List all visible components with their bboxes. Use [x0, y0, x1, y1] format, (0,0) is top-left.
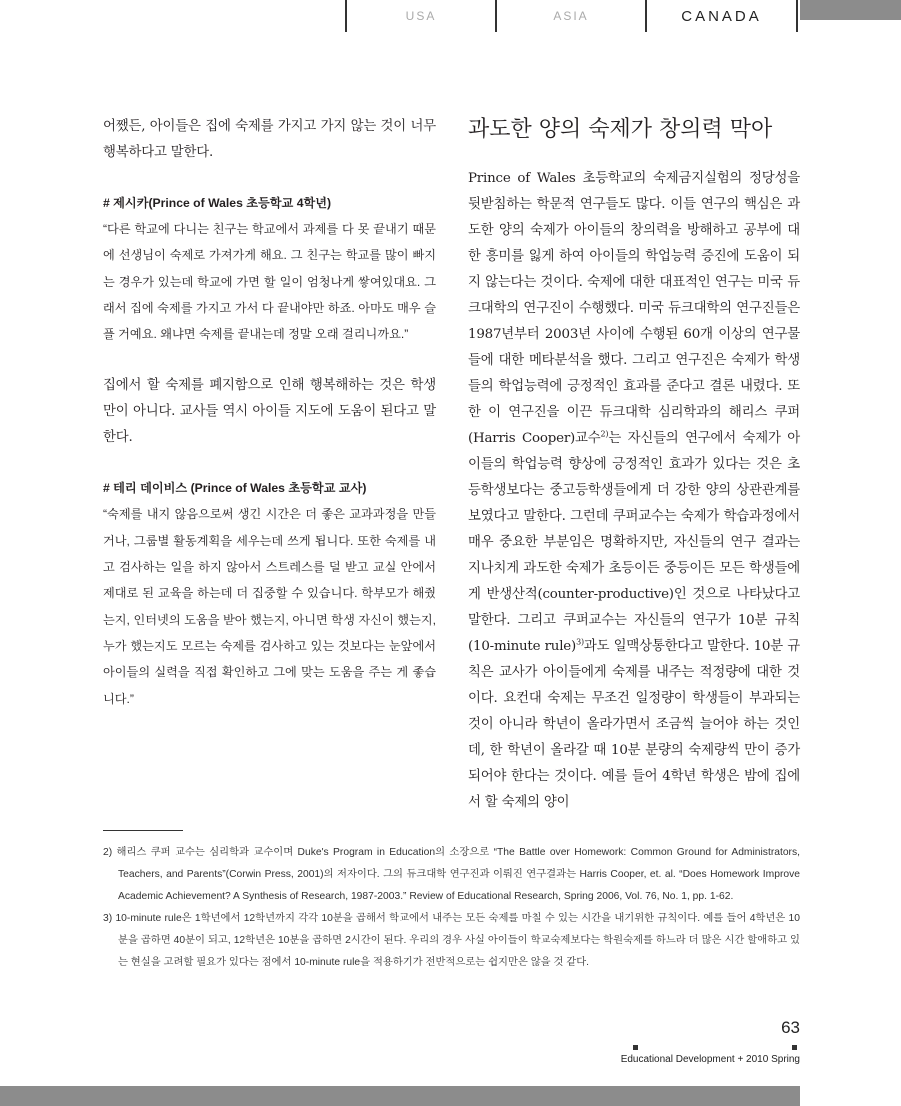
left-paragraph-2: 집에서 할 숙제를 폐지함으로 인해 행복해하는 것은 학생만이 아니다. 교사들 역시 아이들 지도에 도움이 된다고 말한다.: [103, 378, 436, 446]
footnote-ref-2[interactable]: 2): [600, 429, 609, 439]
right-column: [468, 114, 800, 816]
section-title: 과도한 양의 숙제가 창의력 막아: [468, 117, 773, 142]
footer-marker-right: [792, 1045, 797, 1050]
interview-quote-jessica: “다른 학교에 다니는 친구는 학교에서 과제를 다 못 끝내기 때문에 선생님이 숙제로 가져가게 해요. 그 친구는 학교를 많이 빠지는 경우가 있는데 학교에 가면 할 일이 엄청나게 쌓여있대요. 그래서 집에 숙제를 가지고 가서 다 끝내야만 하죠. 아마도 매우 슬플 거예요. 왜냐면 숙제를 끝내는데 정말 오래 걸리니까요.”: [103, 222, 436, 342]
left-paragraph-1: 어쨌든, 아이들은 집에 숙제를 가지고 가지 않는 것이 너무 행복하다고 말한다.: [103, 119, 436, 160]
interview-heading-jessica: # 제시카(Prince of Wales 초등학교 4학년): [103, 196, 332, 210]
footnote-2: 2) 해리스 쿠퍼 교수는 심리학과 교수이며 Duke's Program in Education의 소장으로 “The Battle over Homework: Common Ground for Administrators, Teachers, and Parents”(Corwin Press, 2001)의 저자이다. 그의 듀크대학 연구진과 이뤄진 연구결과는 Harris Cooper, et. al. “Does Homework Improve Academic Achievement? A Synthesis of Research, 1987-2003.” Review of Educational Research, Spring 2006, Vol. 76, No. 1, pp. 1-62.: [103, 847, 800, 902]
bottom-decoration-bar: [0, 1086, 800, 1106]
footnotes: [103, 842, 800, 974]
footnote-ref-3[interactable]: 3): [576, 637, 584, 647]
interview-quote-terry: “숙제를 내지 않음으로써 생긴 시간은 더 좋은 교과과정을 만들거나, 그룹별 활동계획을 세우는데 쓰게 됩니다. 또한 숙제를 내고 검사하는 일을 하지 않아서 스트레스를 덜 받고 교실 안에서 제대로 된 교육을 하는데 더 집중할 수 있습니다. 학부모가 해줬는지, 인터넷의 도움을 받아 했는지, 아니면 학생 자신이 했는지, 누가 했는지도 모르는 숙제를 검사하고 있는 것보다는 눈앞에서 아이들의 실력을 직접 확인하고 그에 맞는 도움을 주는 게 좋습니다.”: [103, 507, 436, 706]
page-number: 63: [781, 1018, 800, 1037]
body-part-b: 는 자신들의 연구에서 숙제가 아이들의 학업능력 향상에 긍정적인 효과가 있다는 것은 초등학생보다는 중고등학생들에게 더 강한 양의 상관관계를 보였다고 말한다. 그런데 쿠퍼교수는 숙제가 학습과정에서 매우 중요한 부분임은 명확하지만, 자신들의 연구 결과는 지나치게 과도한 숙제가 초등이든 중등이든 모든 학생들에게 반생산적(counter-productive)인 것으로 나타났다고 말한다. 그리고 쿠퍼교수는 자신들의 연구가 10분 규칙(10-minute rule): [468, 431, 800, 654]
body-part-c: 과도 일맥상통한다고 말한다. 10분 규칙은 교사가 아이들에게 숙제를 내주는 적정량에 대한 것이다. 요컨대 숙제는 무조건 일정량이 학생들이 부과되는 것이 아니라 학년이 올라가면서 조금씩 늘어야 하는 것인데, 한 학년이 올라갈 때 10분 분량의 숙제량씩 만이 증가되어야 한다는 것이다. 예를 들어 4학년 학생은 밤에 집에서 할 숙제의 양이: [468, 639, 800, 810]
body-part-a: Prince of Wales 초등학교의 숙제금지실험의 정당성을 뒷받침하는 학문적 연구들도 많다. 이들 연구의 핵심은 과도한 양의 숙제가 아이들의 창의력을 방해하고 공부에 대한 흥미를 잃게 하여 아이들의 학업능력 증진에 도움이 되지 않는다는 것이다. 숙제에 대한 대표적인 연구는 미국 듀크대학의 연구진이 수행했다. 미국 듀크대학의 연구진들은 1987년부터 2003년 사이에 수행된 60개 이상의 연구물들에 대한 메타분석을 했다. 그리고 연구진은 숙제가 학생들의 학업능력에 긍정적인 효과를 준다고 결론 내렸다. 또한 이 연구진을 이끈 듀크대학 심리학과의 해리스 쿠퍼(Harris Cooper)교수: [468, 171, 800, 446]
left-column: [103, 114, 436, 712]
journal-name: Educational Development + 2010 Spring: [620, 1054, 800, 1065]
footnote-3: 3) 10-minute rule은 1학년에서 12학년까지 각각 10분을 곱해서 학교에서 내주는 모든 숙제를 마칠 수 있는 시간을 내기위한 규칙이다. 예를 들어 4학년은 10분을 곱하면 40분이 되고, 12학년은 10분을 곱하면 2시간이 된다. 우리의 경우 사실 아이들이 학교숙제보다는 학원숙제를 하느라 더 많은 시간 할애하고 있는 현실을 고려할 필요가 있다는 점에서 10-minute rule을 적용하기가 전반적으로는 쉽지만은 않을 것 같다.: [103, 913, 800, 968]
tab-canada[interactable]: CANADA: [645, 0, 798, 32]
footer-marker-left: [633, 1045, 638, 1050]
footnote-divider: [103, 830, 183, 831]
tab-asia[interactable]: ASIA: [495, 0, 645, 32]
tab-usa[interactable]: USA: [345, 0, 495, 32]
interview-heading-terry: # 테리 데이비스 (Prince of Wales 초등학교 교사): [103, 481, 367, 496]
right-body: [468, 166, 800, 816]
corner-decoration-bar: [800, 0, 901, 20]
section-tabs: [345, 0, 798, 32]
